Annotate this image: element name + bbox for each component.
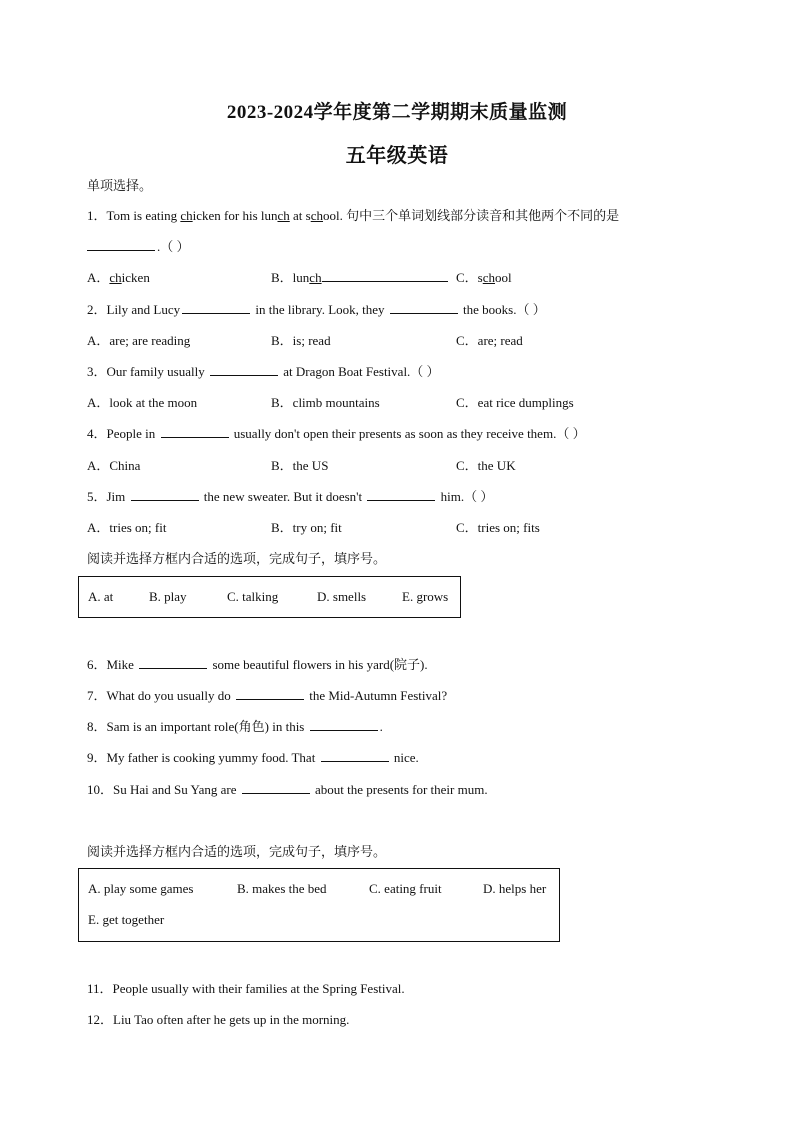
q2-option-b[interactable]: B．is; read: [271, 333, 331, 348]
q1-option-b[interactable]: B．lunch: [271, 269, 448, 287]
section3-heading: 阅读并选择方框内合适的选项，完成句子，填序号。: [87, 844, 387, 859]
q3-option-a[interactable]: A．look at the moon: [87, 395, 198, 410]
question-5: 5．Jim the new sweater. But it doesn't him.（ ）: [87, 489, 494, 504]
word-option: B. play: [149, 589, 187, 604]
word-option: A. at: [88, 589, 114, 604]
answer-blank[interactable]: [310, 718, 378, 731]
word-option: D. smells: [317, 589, 367, 604]
answer-blank[interactable]: [321, 749, 389, 762]
phrase-option: C. eating fruit: [369, 881, 442, 896]
page-subtitle: 五年级英语: [345, 145, 449, 167]
q1-option-a[interactable]: A．chicken: [87, 270, 150, 285]
page-title: 2023-2024学年度第二学期期末质量监测: [226, 102, 568, 123]
q4-option-a[interactable]: A．China: [87, 458, 141, 473]
question-9: 9．My father is cooking yummy food. That nice.: [87, 750, 419, 765]
q4-option-b[interactable]: B．the US: [271, 458, 329, 473]
question-4: 4．People in usually don't open their presents as soon as they receive them.（ ）: [87, 426, 586, 441]
q2-option-c[interactable]: C．are; read: [456, 333, 523, 348]
q4-option-c[interactable]: C．the UK: [456, 458, 516, 473]
phrase-option: A. play some games: [88, 881, 194, 896]
question-3: 3．Our family usually at Dragon Boat Festival.（ ）: [87, 364, 440, 379]
answer-blank[interactable]: [242, 781, 310, 794]
word-option: C. talking: [227, 589, 279, 604]
answer-blank[interactable]: [139, 656, 207, 669]
question-1: 1．Tom is eating chicken for his lunch at school. 句中三个单词划线部分读音和其他两个不同的是: [87, 208, 620, 223]
answer-blank[interactable]: [161, 425, 229, 438]
phrase-option: B. makes the bed: [237, 881, 327, 896]
answer-blank[interactable]: [236, 687, 304, 700]
section1-heading: 单项选择。: [87, 178, 153, 193]
answer-blank[interactable]: [210, 363, 278, 376]
section2-heading: 阅读并选择方框内合适的选项，完成句子，填序号。: [87, 551, 387, 566]
q3-option-c[interactable]: C．eat rice dumplings: [456, 395, 574, 410]
phrase-bank-box: [78, 868, 560, 942]
question-2: 2．Lily and Lucy in the library. Look, they the books.（ ）: [87, 302, 546, 317]
word-bank-box: [78, 576, 461, 618]
answer-blank[interactable]: [367, 488, 435, 501]
question-11: 11．People usually with their families at the Spring Festival.: [87, 981, 405, 996]
q5-option-c[interactable]: C．tries on; fits: [456, 520, 540, 535]
answer-blank[interactable]: [390, 301, 458, 314]
question-7: 7．What do you usually do the Mid-Autumn Festival?: [87, 688, 448, 703]
question-12: 12．Liu Tao often after he gets up in the morning.: [87, 1012, 350, 1027]
phrase-option: E. get together: [88, 912, 165, 927]
question-1-answer-line: .（ ）: [87, 238, 190, 256]
word-option: E. grows: [402, 589, 449, 604]
q2-option-a[interactable]: A．are; are reading: [87, 333, 191, 348]
q3-option-b[interactable]: B．climb mountains: [271, 395, 380, 410]
answer-blank[interactable]: [131, 488, 199, 501]
q1-option-c[interactable]: C．school: [456, 270, 512, 285]
answer-blank[interactable]: [182, 301, 250, 314]
question-6: 6．Mike some beautiful flowers in his yard(院子).: [87, 657, 428, 672]
q5-option-b[interactable]: B．try on; fit: [271, 520, 342, 535]
phrase-option: D. helps her: [483, 881, 547, 896]
question-10: 10．Su Hai and Su Yang are about the presents for their mum.: [87, 782, 488, 797]
q5-option-a[interactable]: A．tries on; fit: [87, 520, 167, 535]
answer-blank[interactable]: [87, 238, 155, 251]
question-8: 8．Sam is an important role(角色) in this .: [87, 719, 383, 734]
